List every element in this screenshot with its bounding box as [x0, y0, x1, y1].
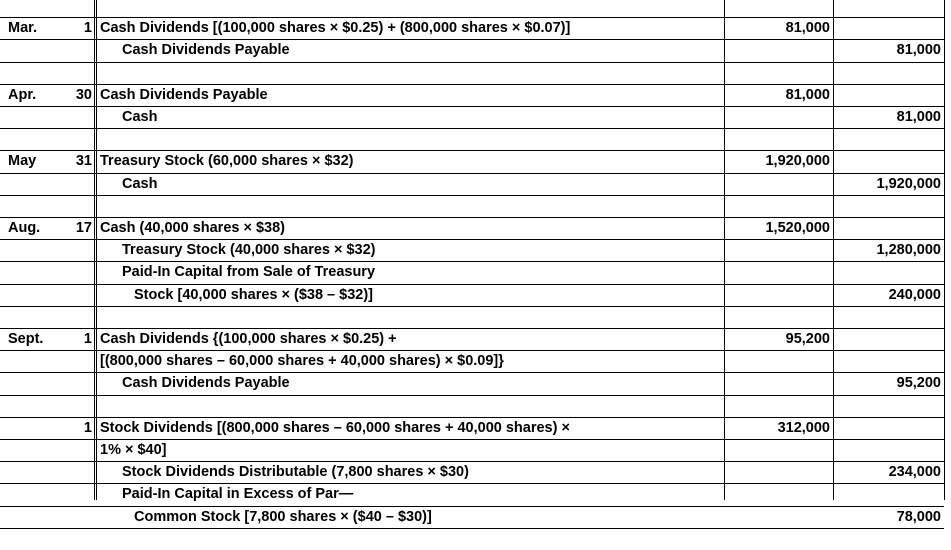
- row-rule: [0, 62, 944, 63]
- account-description: Paid-In Capital from Sale of Treasury: [122, 264, 376, 281]
- entry-day: [64, 439, 94, 461]
- account-description: Cash Dividends Payable: [122, 375, 290, 392]
- row-rule: [0, 261, 944, 262]
- entry-day: 1: [83, 419, 92, 436]
- credit-amount: 1,280,000: [876, 242, 941, 259]
- row-rule: [0, 39, 944, 40]
- debit-amount: [725, 106, 833, 128]
- credit-amount: [834, 261, 944, 283]
- row-rule: [0, 106, 944, 107]
- journal-row: [0, 217, 951, 239]
- row-rule: [0, 84, 944, 85]
- credit-amount: 234,000: [888, 464, 941, 481]
- credit-amount: [834, 150, 944, 172]
- entry-day: 1: [83, 20, 92, 37]
- account-description: Cash: [122, 175, 158, 192]
- debit-amount: 81,000: [785, 86, 830, 103]
- row-rule: [0, 284, 944, 285]
- debit-amount: [725, 239, 833, 261]
- debit-amount: 81,000: [785, 20, 830, 37]
- account-description: 1% × $40]: [100, 442, 167, 459]
- debit-amount: [725, 461, 833, 483]
- row-rule: [0, 239, 944, 240]
- column-rule: [96, 0, 97, 500]
- credit-amount: [834, 84, 944, 106]
- entry-day: 30: [75, 86, 92, 103]
- column-rule: [944, 0, 945, 500]
- debit-amount: [725, 284, 833, 306]
- entry-month: [8, 39, 64, 61]
- row-rule: [0, 439, 944, 440]
- column-rule: [833, 0, 834, 500]
- credit-amount: 1,920,000: [876, 175, 941, 192]
- entry-month: [8, 372, 64, 394]
- entry-day: 1: [83, 331, 92, 348]
- entry-day: [64, 483, 94, 505]
- entry-day: [64, 372, 94, 394]
- row-rule: [0, 150, 944, 151]
- entry-day: [64, 506, 94, 528]
- account-description: Common Stock [7,800 shares × ($40 – $30)]: [134, 508, 432, 525]
- debit-amount: [725, 506, 833, 528]
- row-rule: [0, 528, 944, 529]
- row-rule: [0, 195, 944, 196]
- entry-month: Apr.: [8, 86, 37, 103]
- credit-amount: [834, 417, 944, 439]
- debit-amount: [725, 372, 833, 394]
- account-description: Treasury Stock (40,000 shares × $32): [122, 242, 376, 259]
- journal-row: [0, 483, 951, 505]
- credit-amount: 78,000: [896, 508, 941, 525]
- row-rule: [0, 372, 944, 373]
- account-description: Cash (40,000 shares × $38): [100, 220, 285, 237]
- entry-month: Sept.: [8, 331, 44, 348]
- row-rule: [0, 328, 944, 329]
- entry-month: Aug.: [8, 220, 41, 237]
- spacer-row: [0, 62, 951, 84]
- debit-amount: [725, 261, 833, 283]
- row-rule: [0, 461, 944, 462]
- spacer-row: [0, 306, 951, 328]
- entry-day: [64, 239, 94, 261]
- debit-amount: 95,200: [785, 331, 830, 348]
- account-description: Cash Dividends Payable: [100, 86, 268, 103]
- entry-month: [8, 106, 64, 128]
- spacer-row: [0, 195, 951, 217]
- entry-month: [8, 350, 64, 372]
- journal-row: [0, 106, 951, 128]
- account-description: [(800,000 shares – 60,000 shares + 40,000 shares) × $0.09]}: [100, 353, 504, 370]
- journal-row: [0, 284, 951, 306]
- spacer-row: [0, 0, 951, 17]
- account-description: Cash Dividends {(100,000 shares × $0.25) +: [100, 331, 397, 348]
- debit-amount: [725, 350, 833, 372]
- account-description: Cash: [122, 109, 158, 126]
- row-rule: [0, 350, 944, 351]
- journal-row: [0, 328, 951, 350]
- row-rule: [0, 173, 944, 174]
- credit-amount: [834, 439, 944, 461]
- journal-row: [0, 39, 951, 61]
- debit-amount: [725, 439, 833, 461]
- account-description: Stock Dividends Distributable (7,800 shares × $30): [122, 464, 469, 481]
- debit-amount: [725, 39, 833, 61]
- debit-amount: [725, 173, 833, 195]
- entry-month: [8, 506, 64, 528]
- spacer-row: [0, 528, 951, 550]
- spacer-row: [0, 395, 951, 417]
- entry-day: [64, 173, 94, 195]
- account-description: Stock [40,000 shares × ($38 – $32)]: [134, 286, 373, 303]
- row-rule: [0, 217, 944, 218]
- credit-amount: 81,000: [896, 109, 941, 126]
- entry-month: [8, 483, 64, 505]
- entry-day: [64, 106, 94, 128]
- journal-row: [0, 17, 951, 39]
- spacer-row: [0, 128, 951, 150]
- account-description: Paid-In Capital in Excess of Par—: [122, 486, 354, 503]
- entry-month: May: [8, 153, 37, 170]
- entry-month: [8, 173, 64, 195]
- journal-row: [0, 261, 951, 283]
- entry-day: [64, 350, 94, 372]
- journal-row: [0, 84, 951, 106]
- column-rule: [724, 0, 725, 500]
- journal-row: [0, 239, 951, 261]
- credit-amount: [834, 350, 944, 372]
- entry-day: [64, 39, 94, 61]
- credit-amount: 81,000: [896, 42, 941, 59]
- journal-row: [0, 461, 951, 483]
- entry-day: [64, 261, 94, 283]
- debit-amount: 312,000: [777, 419, 830, 436]
- entry-month: [8, 261, 64, 283]
- credit-amount: [834, 17, 944, 39]
- row-rule: [0, 483, 944, 484]
- journal-row: [0, 150, 951, 172]
- credit-amount: [834, 483, 944, 505]
- row-rule: [0, 506, 944, 507]
- account-description: Treasury Stock (60,000 shares × $32): [100, 153, 354, 170]
- entry-month: Mar.: [8, 20, 38, 37]
- debit-amount: 1,520,000: [765, 220, 830, 237]
- row-rule: [0, 17, 944, 18]
- column-rule: [94, 0, 95, 500]
- row-rule: [0, 395, 944, 396]
- row-rule: [0, 128, 944, 129]
- journal-row: [0, 439, 951, 461]
- journal-row: [0, 372, 951, 394]
- entry-day: 31: [75, 153, 92, 170]
- account-description: Stock Dividends [(800,000 shares – 60,000 shares + 40,000 shares) ×: [100, 419, 570, 436]
- credit-amount: 240,000: [888, 286, 941, 303]
- entry-month: [8, 239, 64, 261]
- entry-day: 17: [75, 220, 92, 237]
- journal-row: [0, 417, 951, 439]
- debit-amount: [725, 483, 833, 505]
- entry-day: [64, 284, 94, 306]
- account-description: Cash Dividends [(100,000 shares × $0.25) + (800,000 shares × $0.07)]: [100, 20, 571, 37]
- credit-amount: 95,200: [896, 375, 941, 392]
- debit-amount: 1,920,000: [765, 153, 830, 170]
- row-rule: [0, 306, 944, 307]
- journal-row: [0, 173, 951, 195]
- credit-amount: [834, 217, 944, 239]
- row-rule: [0, 417, 944, 418]
- journal-row: [0, 506, 951, 528]
- journal-row: [0, 350, 951, 372]
- entry-month: [8, 284, 64, 306]
- entry-month: [8, 461, 64, 483]
- entry-month: [8, 439, 64, 461]
- account-description: Cash Dividends Payable: [122, 42, 290, 59]
- credit-amount: [834, 328, 944, 350]
- entry-day: [64, 461, 94, 483]
- entry-month: [8, 417, 64, 439]
